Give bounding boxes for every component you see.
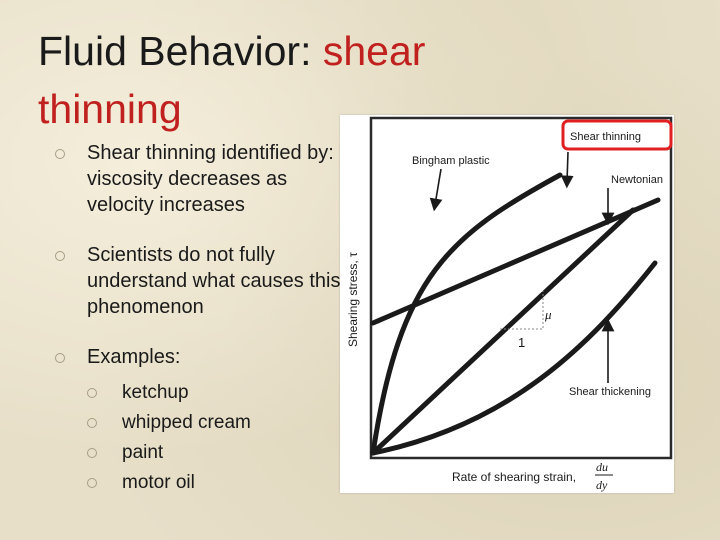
x-axis-fraction-denominator: dy xyxy=(596,478,608,492)
bingham-arrow xyxy=(435,169,441,205)
bullet-text: Scientists do not fully understand what causes this phenomenon xyxy=(87,244,341,318)
x-axis-label: Rate of shearing strain, xyxy=(452,470,577,484)
title-accent-text-line2: thinning xyxy=(38,86,182,132)
example-text: ketchup xyxy=(122,382,189,403)
sub-bullet-ring-icon xyxy=(87,388,97,398)
example-text: paint xyxy=(122,442,164,463)
title-text: Fluid Behavior: xyxy=(38,28,323,74)
newtonian-label: Newtonian xyxy=(611,174,663,186)
bullet-ring-icon xyxy=(55,251,65,261)
example-item xyxy=(87,468,345,498)
bullet-ring-icon xyxy=(55,353,65,363)
plot-frame xyxy=(371,118,671,458)
sub-bullet-ring-icon xyxy=(87,418,97,428)
bullet-item xyxy=(55,140,345,218)
y-axis-label: Shearing stress, τ xyxy=(346,252,360,347)
bullet-text: Shear thinning identified by: viscosity decreases as velocity increases xyxy=(87,142,334,216)
bullet-ring-icon xyxy=(55,149,65,159)
x-axis-fraction-numerator: du xyxy=(596,460,608,474)
shear-thinning-arrow xyxy=(567,152,568,182)
example-text: whipped cream xyxy=(122,412,251,433)
example-item xyxy=(87,408,345,438)
slope-triangle xyxy=(500,291,543,329)
example-item xyxy=(87,438,345,468)
rheology-diagram xyxy=(340,115,674,493)
bullet-item xyxy=(55,242,345,320)
bullet-item xyxy=(55,344,345,498)
mu-label: μ xyxy=(545,307,552,322)
example-item xyxy=(87,378,345,408)
examples-list xyxy=(87,378,345,498)
slope-one-label: 1 xyxy=(518,335,526,350)
sub-bullet-ring-icon xyxy=(87,448,97,458)
rheology-diagram-svg xyxy=(340,115,674,493)
bullet-text: Examples: xyxy=(87,346,181,368)
bullet-list xyxy=(55,140,345,498)
shear-thickening-curve xyxy=(373,263,655,453)
shear-thickening-label: Shear thickening xyxy=(569,386,651,398)
sub-bullet-ring-icon xyxy=(87,478,97,488)
example-text: motor oil xyxy=(122,472,195,493)
title-accent-text: shear xyxy=(322,28,426,74)
shear-thinning-curve xyxy=(373,175,560,453)
bingham-plastic-label: Bingham plastic xyxy=(412,155,490,167)
shear-thinning-label: Shear thinning xyxy=(570,131,641,143)
